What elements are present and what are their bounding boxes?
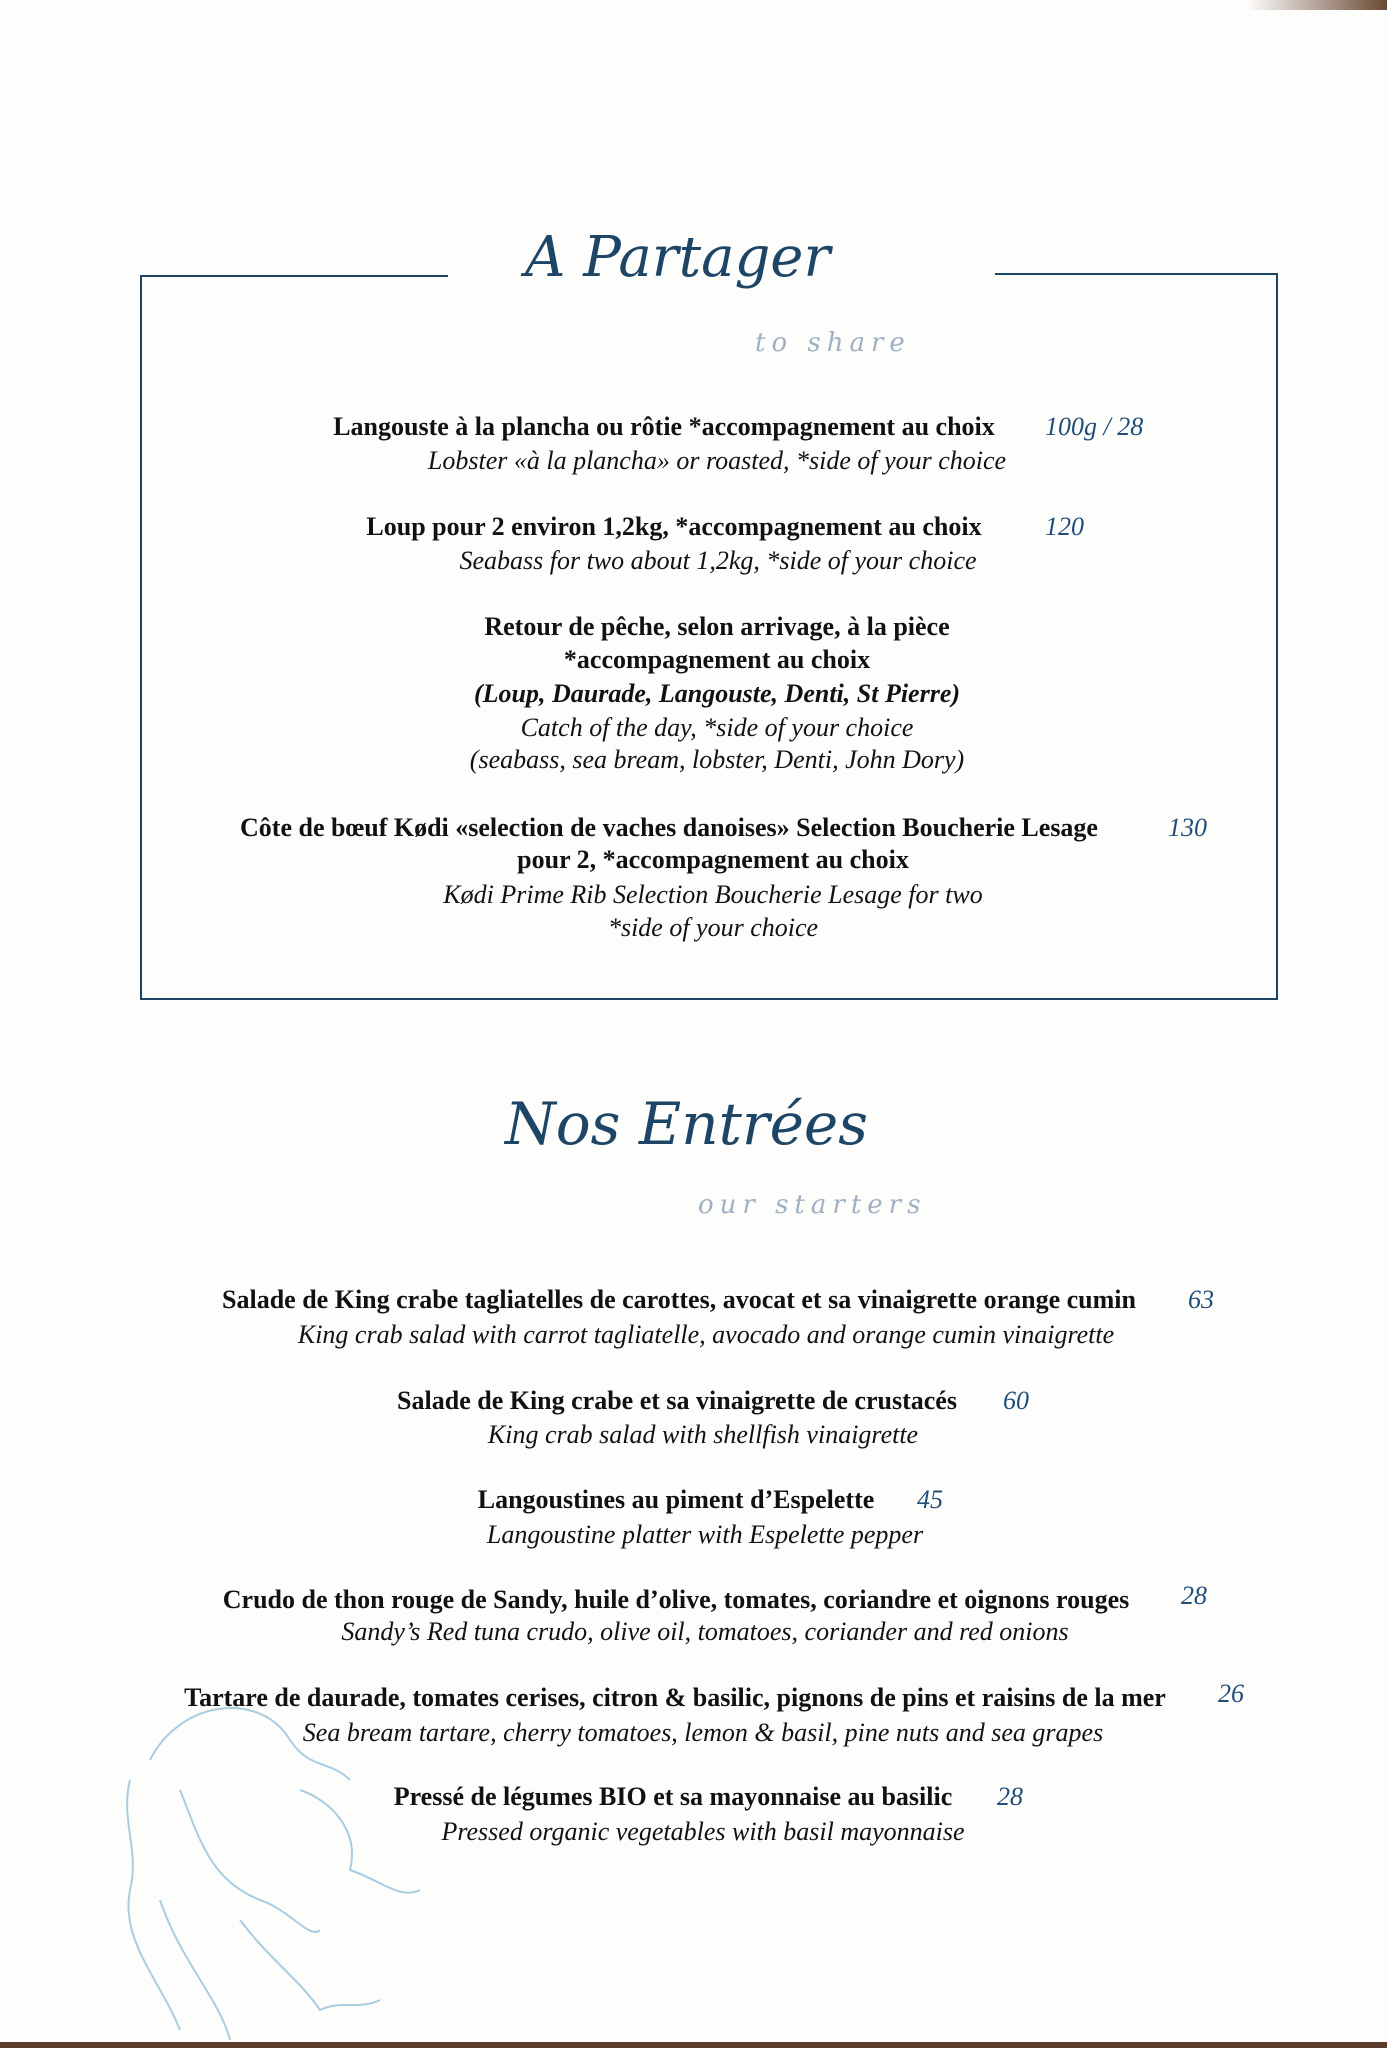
item-desc: Lobster «à la plancha» or roasted, *side of your choice xyxy=(427,446,1007,475)
section-title-starters: Nos Entrées xyxy=(505,1090,869,1158)
item-price: 120 xyxy=(1045,512,1084,541)
item-name: Langoustines au piment d’Espelette xyxy=(477,1485,875,1514)
item-price: 60 xyxy=(1003,1386,1029,1415)
item-name: Côte de bœuf Kødi «selection de vaches danoises» Selection Boucherie Lesage xyxy=(240,813,1098,842)
item-price: 63 xyxy=(1188,1285,1214,1314)
item-name: Crudo de thon rouge de Sandy, huile d’olive, tomates, coriandre et oignons rouges xyxy=(222,1585,1130,1614)
item-price: 45 xyxy=(917,1485,943,1514)
table-edge-bottom xyxy=(0,2042,1387,2048)
item-name: Salade de King crabe et sa vinaigrette de crustacés xyxy=(397,1386,957,1415)
item-price: 130 xyxy=(1168,813,1207,842)
item-name: Salade de King crabe tagliatelles de carottes, avocat et sa vinaigrette orange cumin xyxy=(222,1285,1136,1314)
section-subtitle-share: to share xyxy=(755,328,911,358)
section-subtitle-starters: our starters xyxy=(698,1190,927,1220)
item-name: Loup pour 2 environ 1,2kg, *accompagnement au choix xyxy=(366,512,982,541)
item-desc-line2: *side of your choice xyxy=(607,913,819,942)
item-name: Retour de pêche, selon arrivage, à la pièce xyxy=(484,612,950,641)
item-desc: King crab salad with shellfish vinaigrette xyxy=(487,1420,919,1449)
section-title-share: A Partager xyxy=(525,225,831,290)
item-desc: Sea bream tartare, cherry tomatoes, lemon & basil, pine nuts and sea grapes xyxy=(302,1718,1104,1747)
item-price: 100g / 28 xyxy=(1045,412,1144,441)
item-name-line3: (Loup, Daurade, Langouste, Denti, St Pierre) xyxy=(473,679,961,708)
mermaid-illustration xyxy=(120,1700,450,2040)
item-price: 28 xyxy=(997,1782,1023,1811)
item-name: Tartare de daurade, tomates cerises, citron & basilic, pignons de pins et raisins de la mer xyxy=(184,1683,1166,1712)
item-desc: King crab salad with carrot tagliatelle, avocado and orange cumin vinaigrette xyxy=(297,1320,1115,1349)
item-desc: Langoustine platter with Espelette pepper xyxy=(486,1520,924,1549)
item-desc: Pressed organic vegetables with basil mayonnaise xyxy=(441,1817,965,1846)
item-name-line2: *accompagnement au choix xyxy=(563,645,871,674)
item-desc: Catch of the day, *side of your choice xyxy=(520,713,914,742)
item-price: 28 xyxy=(1181,1581,1207,1610)
item-name-line2: pour 2, *accompagnement au choix xyxy=(517,845,909,874)
item-price: 26 xyxy=(1218,1679,1244,1708)
item-name: Pressé de légumes BIO et sa mayonnaise au basilic xyxy=(393,1782,953,1811)
item-desc: Seabass for two about 1,2kg, *side of your choice xyxy=(459,546,977,575)
item-desc-line2: (seabass, sea bream, lobster, Denti, John Dory) xyxy=(469,745,965,774)
table-edge xyxy=(1247,0,1387,10)
item-desc: Kødi Prime Rib Selection Boucherie Lesage for two xyxy=(443,880,983,909)
item-name: Langouste à la plancha ou rôtie *accompagnement au choix xyxy=(333,412,995,441)
item-desc: Sandy’s Red tuna crudo, olive oil, tomatoes, coriander and red onions xyxy=(341,1617,1069,1646)
